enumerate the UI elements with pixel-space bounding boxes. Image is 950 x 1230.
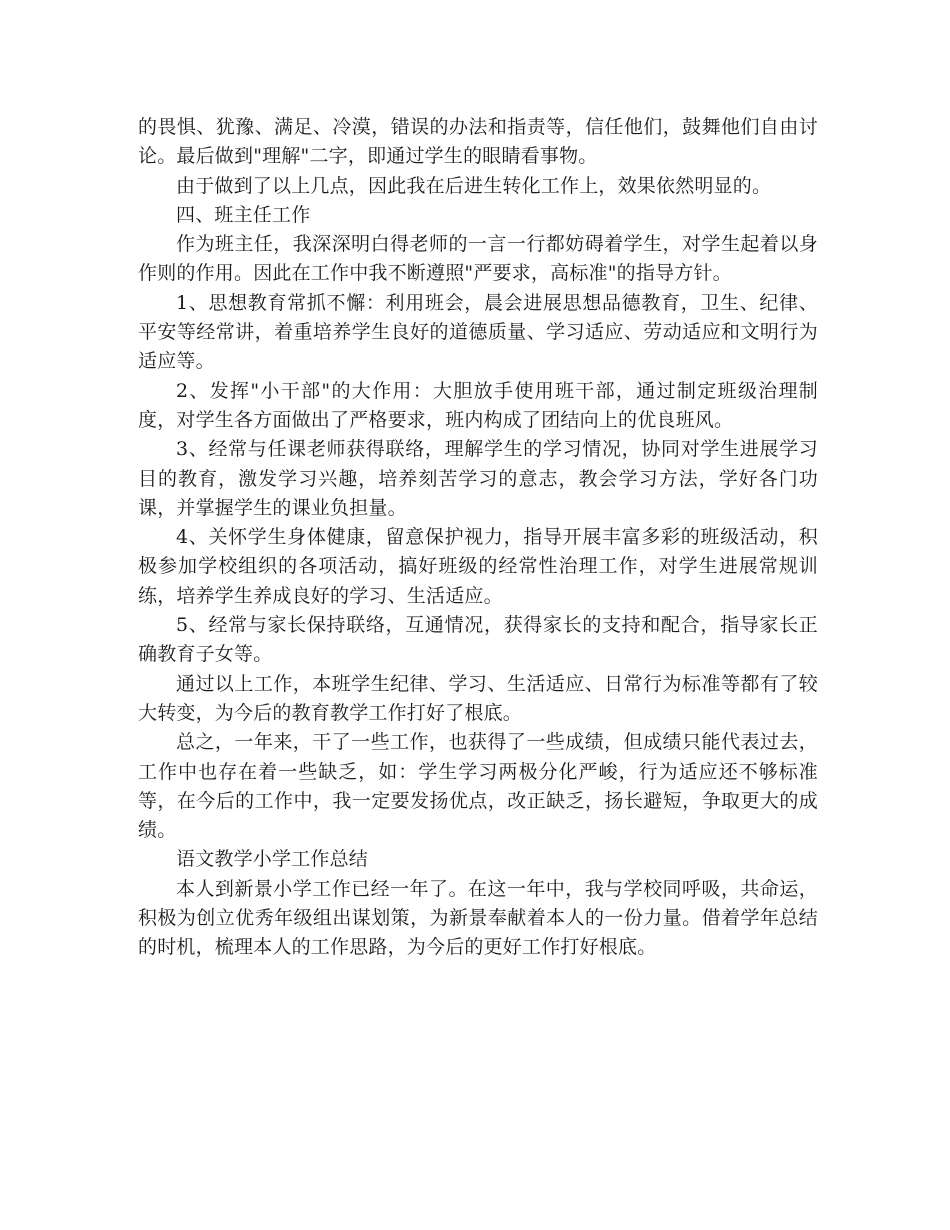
section-heading-class-teacher: 四、班主任工作 bbox=[176, 203, 311, 226]
list-item-5: 5、经常与家长保持联络，互通情况，获得家长的支持和配合，指导家长正确教育子女等。 bbox=[138, 614, 818, 666]
list-item-1: 1、思想教育常抓不懈：利用班会，晨会进展思想品德教育，卫生、纪律、平安等经常讲，着重培养学生良好的道德质量、学习适应、劳动适应和文明行为适应等。 bbox=[138, 291, 818, 373]
paragraph-results: 通过以上工作，本班学生纪律、学习、生活适应、日常行为标准等都有了较大转变，为今后的教育教学工作打好了根底。 bbox=[138, 672, 818, 724]
paragraph-summary: 总之，一年来，干了一些工作，也获得了一些成绩，但成绩只能代表过去，工作中也存在着一些缺乏，如：学生学习两极分化严峻，行为适应还不够标准等，在今后的工作中，我一定要发扬优点，改正缺乏，扬长避短，争取更大的成绩。 bbox=[138, 731, 818, 842]
paragraph-continuation: 的畏惧、犹豫、满足、冷漠，错误的办法和指责等，信任他们，鼓舞他们自由讨论。最后做到"理解"二字，即通过学生的眼睛看事物。 bbox=[138, 116, 818, 168]
paragraph-transformation-result: 由于做到了以上几点，因此我在后进生转化工作上，效果依然明显的。 bbox=[176, 174, 772, 197]
document-body bbox=[138, 113, 818, 963]
list-item-3: 3、经常与任课老师获得联络，理解学生的学习情况，协同对学生进展学习目的教育，激发学习兴趣，培养刻苦学习的意志，教会学习方法，学好各门功课，并掌握学生的课业负担量。 bbox=[138, 438, 818, 519]
paragraph-new-section-intro: 本人到新景小学工作已经一年了。在这一年中，我与学校同呼吸，共命运，积极为创立优秀年级组出谋划策，为新景奉献着本人的一份力量。借着学年总结的时机，梳理本人的工作思路，为今后的更好工作打好根底。 bbox=[138, 877, 818, 959]
paragraph-class-teacher-intro: 作为班主任，我深深明白得老师的一言一行都妨碍着学生，对学生起着以身作则的作用。因此在工作中我不断遵照"严要求，高标准"的指导方针。 bbox=[138, 233, 818, 285]
list-item-2: 2、发挥"小干部"的大作用：大胆放手使用班干部，通过制定班级治理制度，对学生各方面做出了严格要求，班内构成了团结向上的优良班风。 bbox=[138, 379, 818, 431]
section-title-chinese-teaching: 语文教学小学工作总结 bbox=[176, 848, 369, 871]
list-item-4: 4、关怀学生身体健康，留意保护视力，指导开展丰富多彩的班级活动，积极参加学校组织的各项活动，搞好班级的经常性治理工作，对学生进展常规训练，培养学生养成良好的学习、生活适应。 bbox=[138, 526, 818, 607]
